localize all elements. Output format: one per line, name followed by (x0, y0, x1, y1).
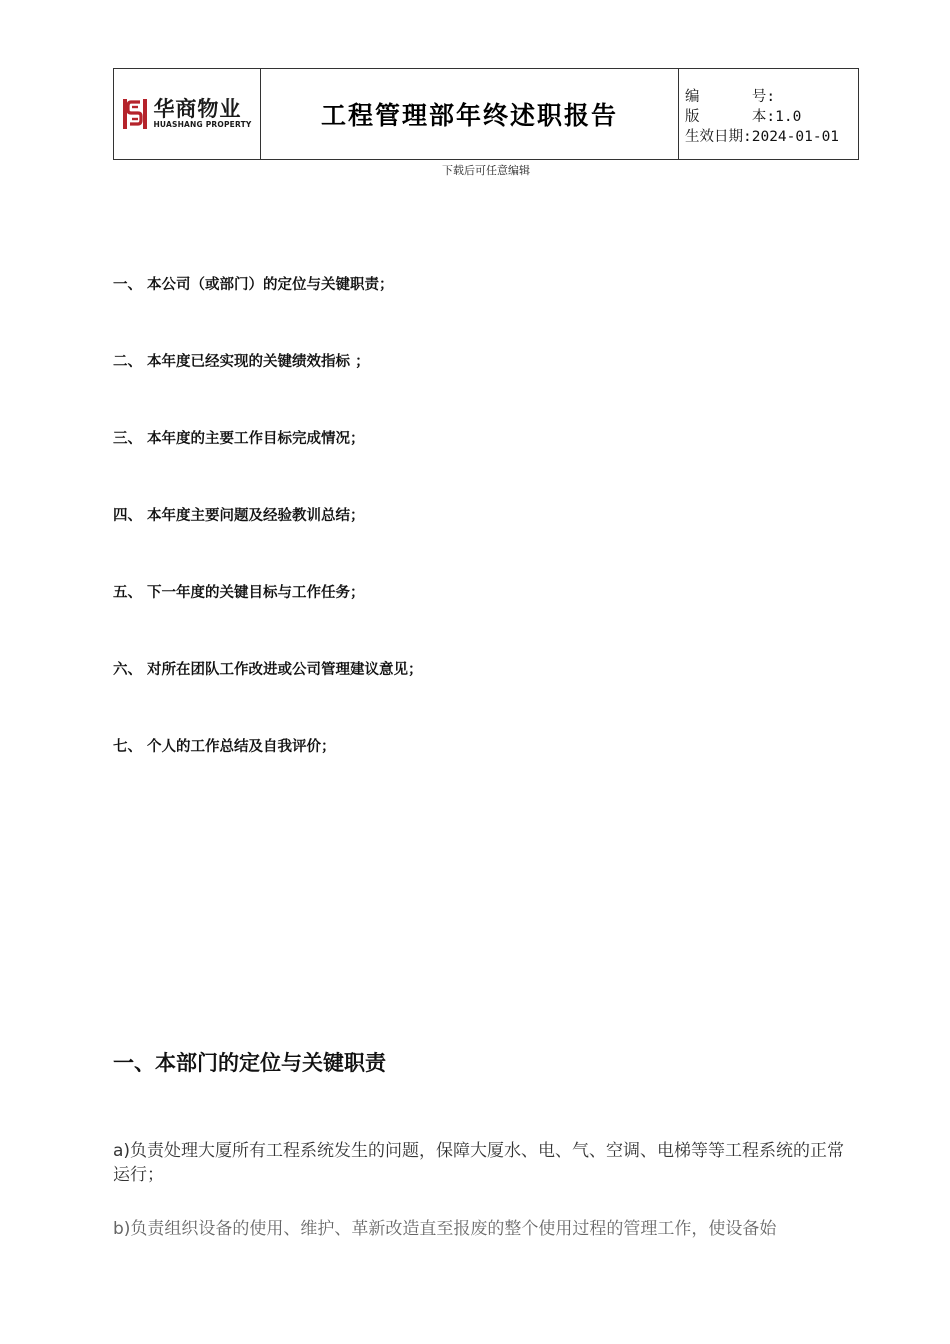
section-heading: 一、本部门的定位与关键职责 (113, 1051, 386, 1075)
logo-name-cn: 华商物业 (153, 97, 242, 121)
version-value: 1.0 (775, 109, 802, 125)
date-value: 2024-01-01 (751, 129, 840, 145)
document-header (113, 68, 859, 160)
toc-item-1: 一、 本公司（或部门）的定位与关键职责； (113, 277, 394, 293)
info-number-row (685, 87, 858, 107)
version-label: 版 本: (685, 109, 776, 125)
document-title: 工程管理部年终述职报告 (261, 69, 679, 159)
info-date-row (685, 127, 858, 147)
logo-mark-icon (122, 98, 148, 130)
download-note: 下载后可任意编辑 (442, 164, 530, 177)
paragraph-b: b)负责组织设备的使用、维护、革新改造直至报废的整个使用过程的管理工作，使设备始 (113, 1219, 777, 1239)
toc-item-4: 四、 本年度主要问题及经验教训总结； (113, 508, 365, 524)
info-version-row (685, 107, 858, 127)
paragraph-a: a)负责处理大厦所有工程系统发生的问题，保障大厦水、电、气、空调、电梯等等工程系统的正常运行； (113, 1141, 845, 1185)
toc-item-2: 二、 本年度已经实现的关键绩效指标 ； (113, 354, 370, 370)
logo-cell (114, 69, 261, 159)
toc-item-7: 七、 个人的工作总结及自我评价； (113, 739, 336, 755)
toc-item-6: 六、 对所在团队工作改进或公司管理建议意见； (113, 662, 423, 678)
number-label: 编 号: (685, 89, 776, 105)
toc-item-5: 五、 下一年度的关键目标与工作任务； (113, 585, 365, 601)
logo-name-en: HUASHANG PROPERTY (153, 120, 252, 129)
date-label: 生效日期: (685, 129, 752, 145)
company-logo (122, 98, 251, 130)
document-info (679, 69, 858, 159)
toc-item-3: 三、 本年度的主要工作目标完成情况； (113, 431, 365, 447)
